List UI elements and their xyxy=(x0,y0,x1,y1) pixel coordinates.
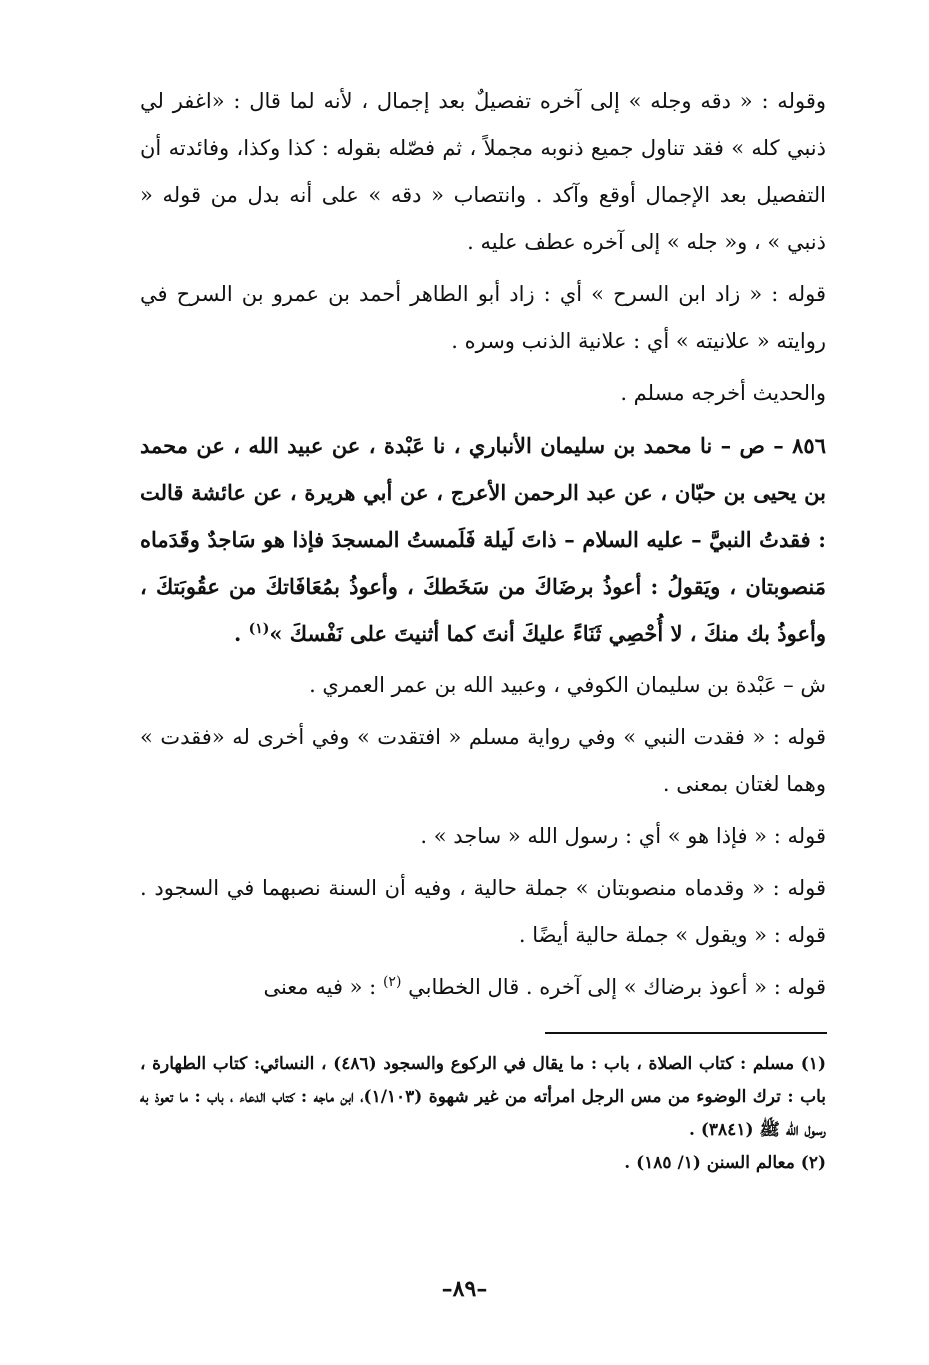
footnote-2: (٢) معالم السنن (١/ ١٨٥) . xyxy=(624,1153,826,1173)
main-text xyxy=(140,78,826,1016)
paragraph-5: ش – عَبْدة بن سليمان الكوفي ، وعبيد الله بن عمر العمري . xyxy=(309,673,826,697)
footnotes xyxy=(140,1048,826,1180)
paragraph-9-tail: : « فيه معنى xyxy=(263,975,377,999)
paragraph-6: قوله : « فقدت النبي » وفي رواية مسلم « افتقدت » وفي أخرى له «فقدت » وهما لغتان بمعنى . xyxy=(140,725,826,796)
paragraph-8: قوله : « وقدماه منصوبتان » جملة حالية ، وفيه أن السنة نصبهما في السجود . قوله : « ويقول » جملة حالية أيضًا . xyxy=(140,876,826,947)
hadith-856: ٨٥٦ – ص – نا محمد بن سليمان الأنباري ، نا عَبْدة ، عن عبيد الله ، عن محمد بن يحيى بن حبّان ، عن عبد الرحمن الأعرج ، عن أبي هريرة ، عن عائشة قالت : فقدتُ النبيَّ – عليه السلام – ذاتَ لَيلة فَلَمستُ المسجدَ فإذا هو سَاجدٌ وقَدَماه مَنصوبتان ، ويَقولُ : أعوذُ برضَاكَ من سَخَطكَ ، وأعوذُ بمُعَافَاتكَ من عقُوبَتكَ ، وأعوذُ بك منكَ ، لا أُحْصِي ثَنَاءً عليكَ أنتَ كما أثنيتَ على نَفْسكَ »$^{(١)}$ . xyxy=(140,433,826,646)
footnote-ref-2: (٢) xyxy=(382,974,402,990)
paragraph-1: وقوله : « دقه وجله » إلى آخره تفصيلٌ بعد إجمال ، لأنه لما قال : «اغفر لي ذنبي كله » فقد تناول جميع ذنوبه مجملاً ، ثم فصّله بقوله : كذا وكذا، وفائدته أن التفصيل بعد الإجمال أوقع وآكد . وانتصاب « دقه » على أنه بدل من قوله « ذنبي » ، و« جله » إلى آخره عطف عليه . xyxy=(140,89,826,254)
page-number: –٨٩– xyxy=(441,1276,488,1302)
footnote-ref-1: (١) xyxy=(248,621,270,637)
paragraph-9-text: قوله : « أعوذ برضاك » إلى آخره . قال الخطابي xyxy=(408,975,826,999)
paragraph-9 xyxy=(140,964,826,1011)
paragraph-7: قوله : « فإذا هو » أي : رسول الله « ساجد » . xyxy=(420,824,826,848)
footnote-divider xyxy=(545,1032,827,1034)
hadith-text: ٨٥٦ – ص – نا محمد بن سليمان الأنباري ، نا عَبْدة ، عن عبيد الله ، عن محمد بن يحيى بن حبّان ، عن عبد الرحمن الأعرج ، عن أبي هريرة ، عن عائشة قالت : فقدتُ النبيَّ – عليه السلام – ذاتَ لَيلة فَلَمستُ المسجدَ فإذا هو سَاجدٌ وقَدَماه مَنصوبتان ، ويَقولُ : أعوذُ برضَاكَ من سَخَطكَ ، وأعوذُ بمُعَافَاتكَ من عقُوبَتكَ ، وأعوذُ بك منكَ ، لا أُحْصِي ثَنَاءً عليكَ أنتَ كما أثنيتَ على نَفْسكَ » xyxy=(140,433,826,646)
paragraph-2: قوله : « زاد ابن السرح » أي : زاد أبو الطاهر أحمد بن عمرو بن السرح في روايته « علانيته » أي : علانية الذنب وسره . xyxy=(140,282,826,353)
footnote-1: (١) مسلم : كتاب الصلاة ، باب : ما يقال في الركوع والسجود (٤٨٦) ، النسائي: كتاب الطهارة ، باب : ترك الوضوء من مس الرجل امرأته من غير شهوة (١/١٠٣)، ابن ماجه : كتاب الدعاء ، باب : ما تعوذ به رسول الله ﷺ (٣٨٤١) . xyxy=(140,1054,826,1140)
paragraph-3: والحديث أخرجه مسلم . xyxy=(620,381,826,405)
